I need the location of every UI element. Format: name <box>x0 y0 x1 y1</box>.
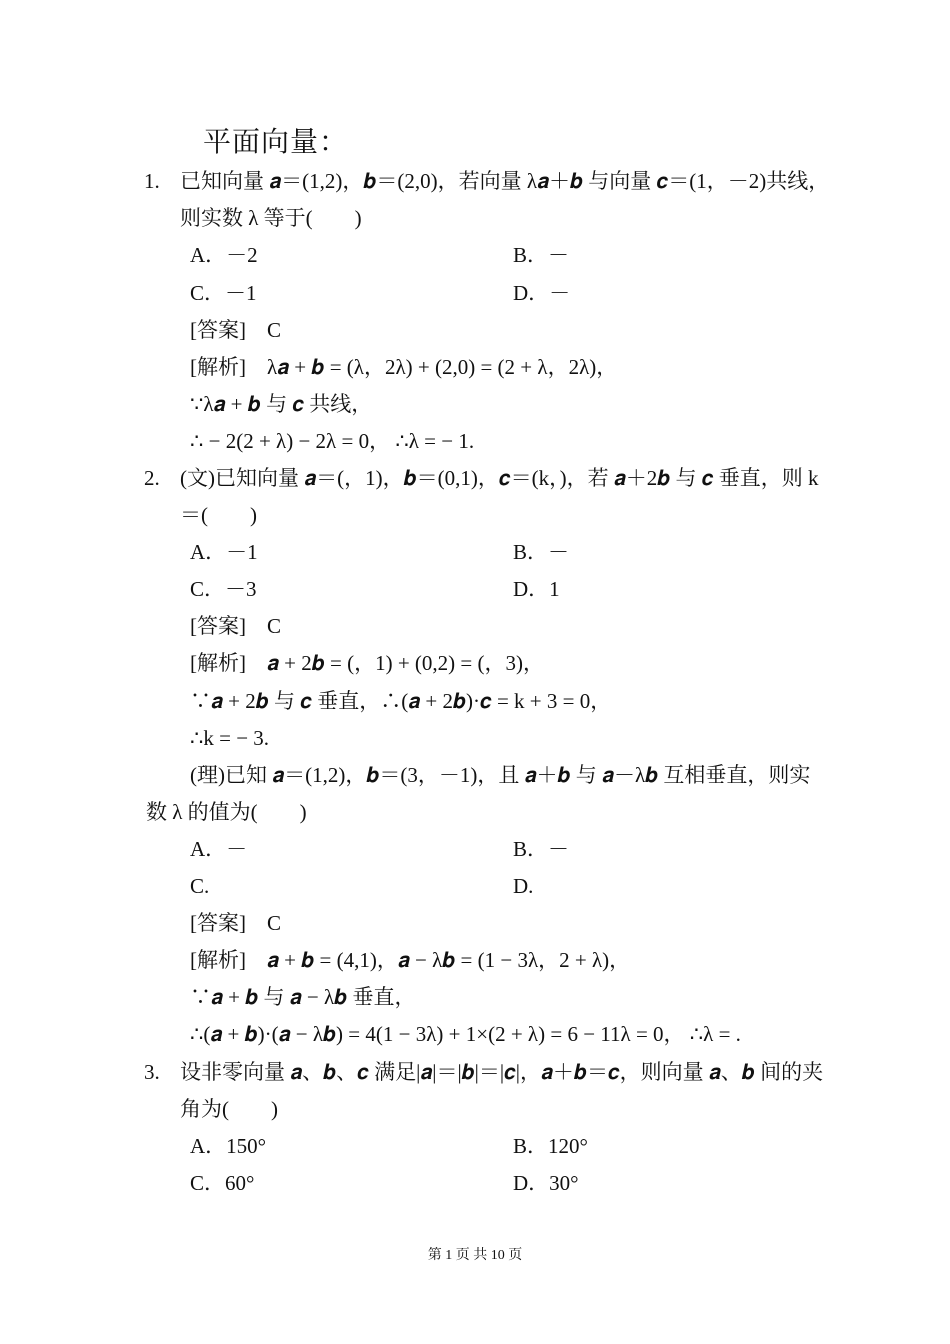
q2b-option-a: A．－ <box>190 837 248 861</box>
q3-option-d: D．30° <box>513 1171 579 1195</box>
q2-stem-line2: ＝( ) <box>180 503 257 527</box>
q3-stem-line1: 设非零向量 𝒂、𝒃、𝒄 满足|𝒂|＝|𝒃|＝|𝒄|，𝒂＋𝒃＝𝒄，则向量 𝒂、𝒃 间的夹 <box>180 1060 824 1084</box>
page-title: 平面向量： <box>203 127 349 158</box>
q2-stem-line1: (文)已知向量 𝒂＝(，1)，𝒃＝(0,1)，𝒄＝(k，)，若 𝒂＋2𝒃 与 𝒄 垂直，则 k <box>180 466 819 490</box>
q3-option-c: C．60° <box>190 1171 255 1195</box>
q3-option-a: A．150° <box>190 1134 267 1158</box>
q2-analysis: [解析] 𝒂 + 2𝒃 = (，1) + (0,2) = (，3)， <box>190 651 544 675</box>
q2-option-c: C．－3 <box>190 577 257 601</box>
q2-option-b: B．－ <box>513 540 570 564</box>
q2b-answer: [答案] C <box>190 911 281 935</box>
q1-stem-line1: 已知向量 𝒂＝(1,2)，𝒃＝(2,0)，若向量 λ𝒂＋𝒃 与向量 𝒄＝(1，－2)共线， <box>180 169 830 193</box>
q2-step-1: ∵𝒂 + 2𝒃 与 𝒄 垂直，∴(𝒂 + 2𝒃)·𝒄 = k + 3 = 0， <box>190 689 612 713</box>
q2b-analysis: [解析] 𝒂 + 𝒃 = (4,1)，𝒂 − λ𝒃 = (1 − 3λ，2 + λ)， <box>190 948 631 972</box>
q2b-stem-line1: (理)已知 𝒂＝(1,2)，𝒃＝(3，－1)，且 𝒂＋𝒃 与 𝒂－λ𝒃 互相垂直，则实 <box>190 763 811 787</box>
q1-stem-line2: 则实数 λ 等于( ) <box>180 206 362 230</box>
q1-option-d: D．－ <box>513 281 571 305</box>
q2-option-d: D．1 <box>513 577 560 601</box>
q1-option-c: C．－1 <box>190 281 257 305</box>
q2b-step-2: ∴(𝒂 + 𝒃)·(𝒂 − λ𝒃) = 4(1 − 3λ) + 1×(2 + λ) = 6 − 11λ = 0， ∴λ = . <box>190 1022 741 1046</box>
q2b-option-c: C. <box>190 874 210 898</box>
q1-analysis: [解析] λ𝒂 + 𝒃 = (λ，2λ) + (2,0) = (2 + λ，2λ)， <box>190 355 618 379</box>
q2-answer: [答案] C <box>190 614 281 638</box>
q1-answer: [答案] C <box>190 318 281 342</box>
q3-number: 3. <box>144 1060 160 1084</box>
q1-number: 1. <box>144 169 160 193</box>
q1-step-2: ∴ − 2(2 + λ) − 2λ = 0， ∴λ = − 1. <box>190 429 475 453</box>
q2-option-a: A．－1 <box>190 540 258 564</box>
q2b-step-1: ∵𝒂 + 𝒃 与 𝒂 − λ𝒃 垂直， <box>190 985 416 1009</box>
q2b-stem-line2: 数 λ 的值为( ) <box>146 800 307 824</box>
q1-step-1: ∵λ𝒂 + 𝒃 与 𝒄 共线， <box>190 392 373 416</box>
q2-number: 2. <box>144 466 160 490</box>
q1-option-b: B．－ <box>513 243 570 267</box>
q3-option-b: B．120° <box>513 1134 588 1158</box>
page-footer: 第 1 页 共 10 页 <box>427 1248 523 1263</box>
q3-stem-line2: 角为( ) <box>180 1097 278 1121</box>
q1-option-a: A．－2 <box>190 243 258 267</box>
q2b-option-b: B．－ <box>513 837 570 861</box>
q2b-option-d: D. <box>513 874 534 898</box>
q2-step-2: ∴k = − 3. <box>190 726 270 750</box>
